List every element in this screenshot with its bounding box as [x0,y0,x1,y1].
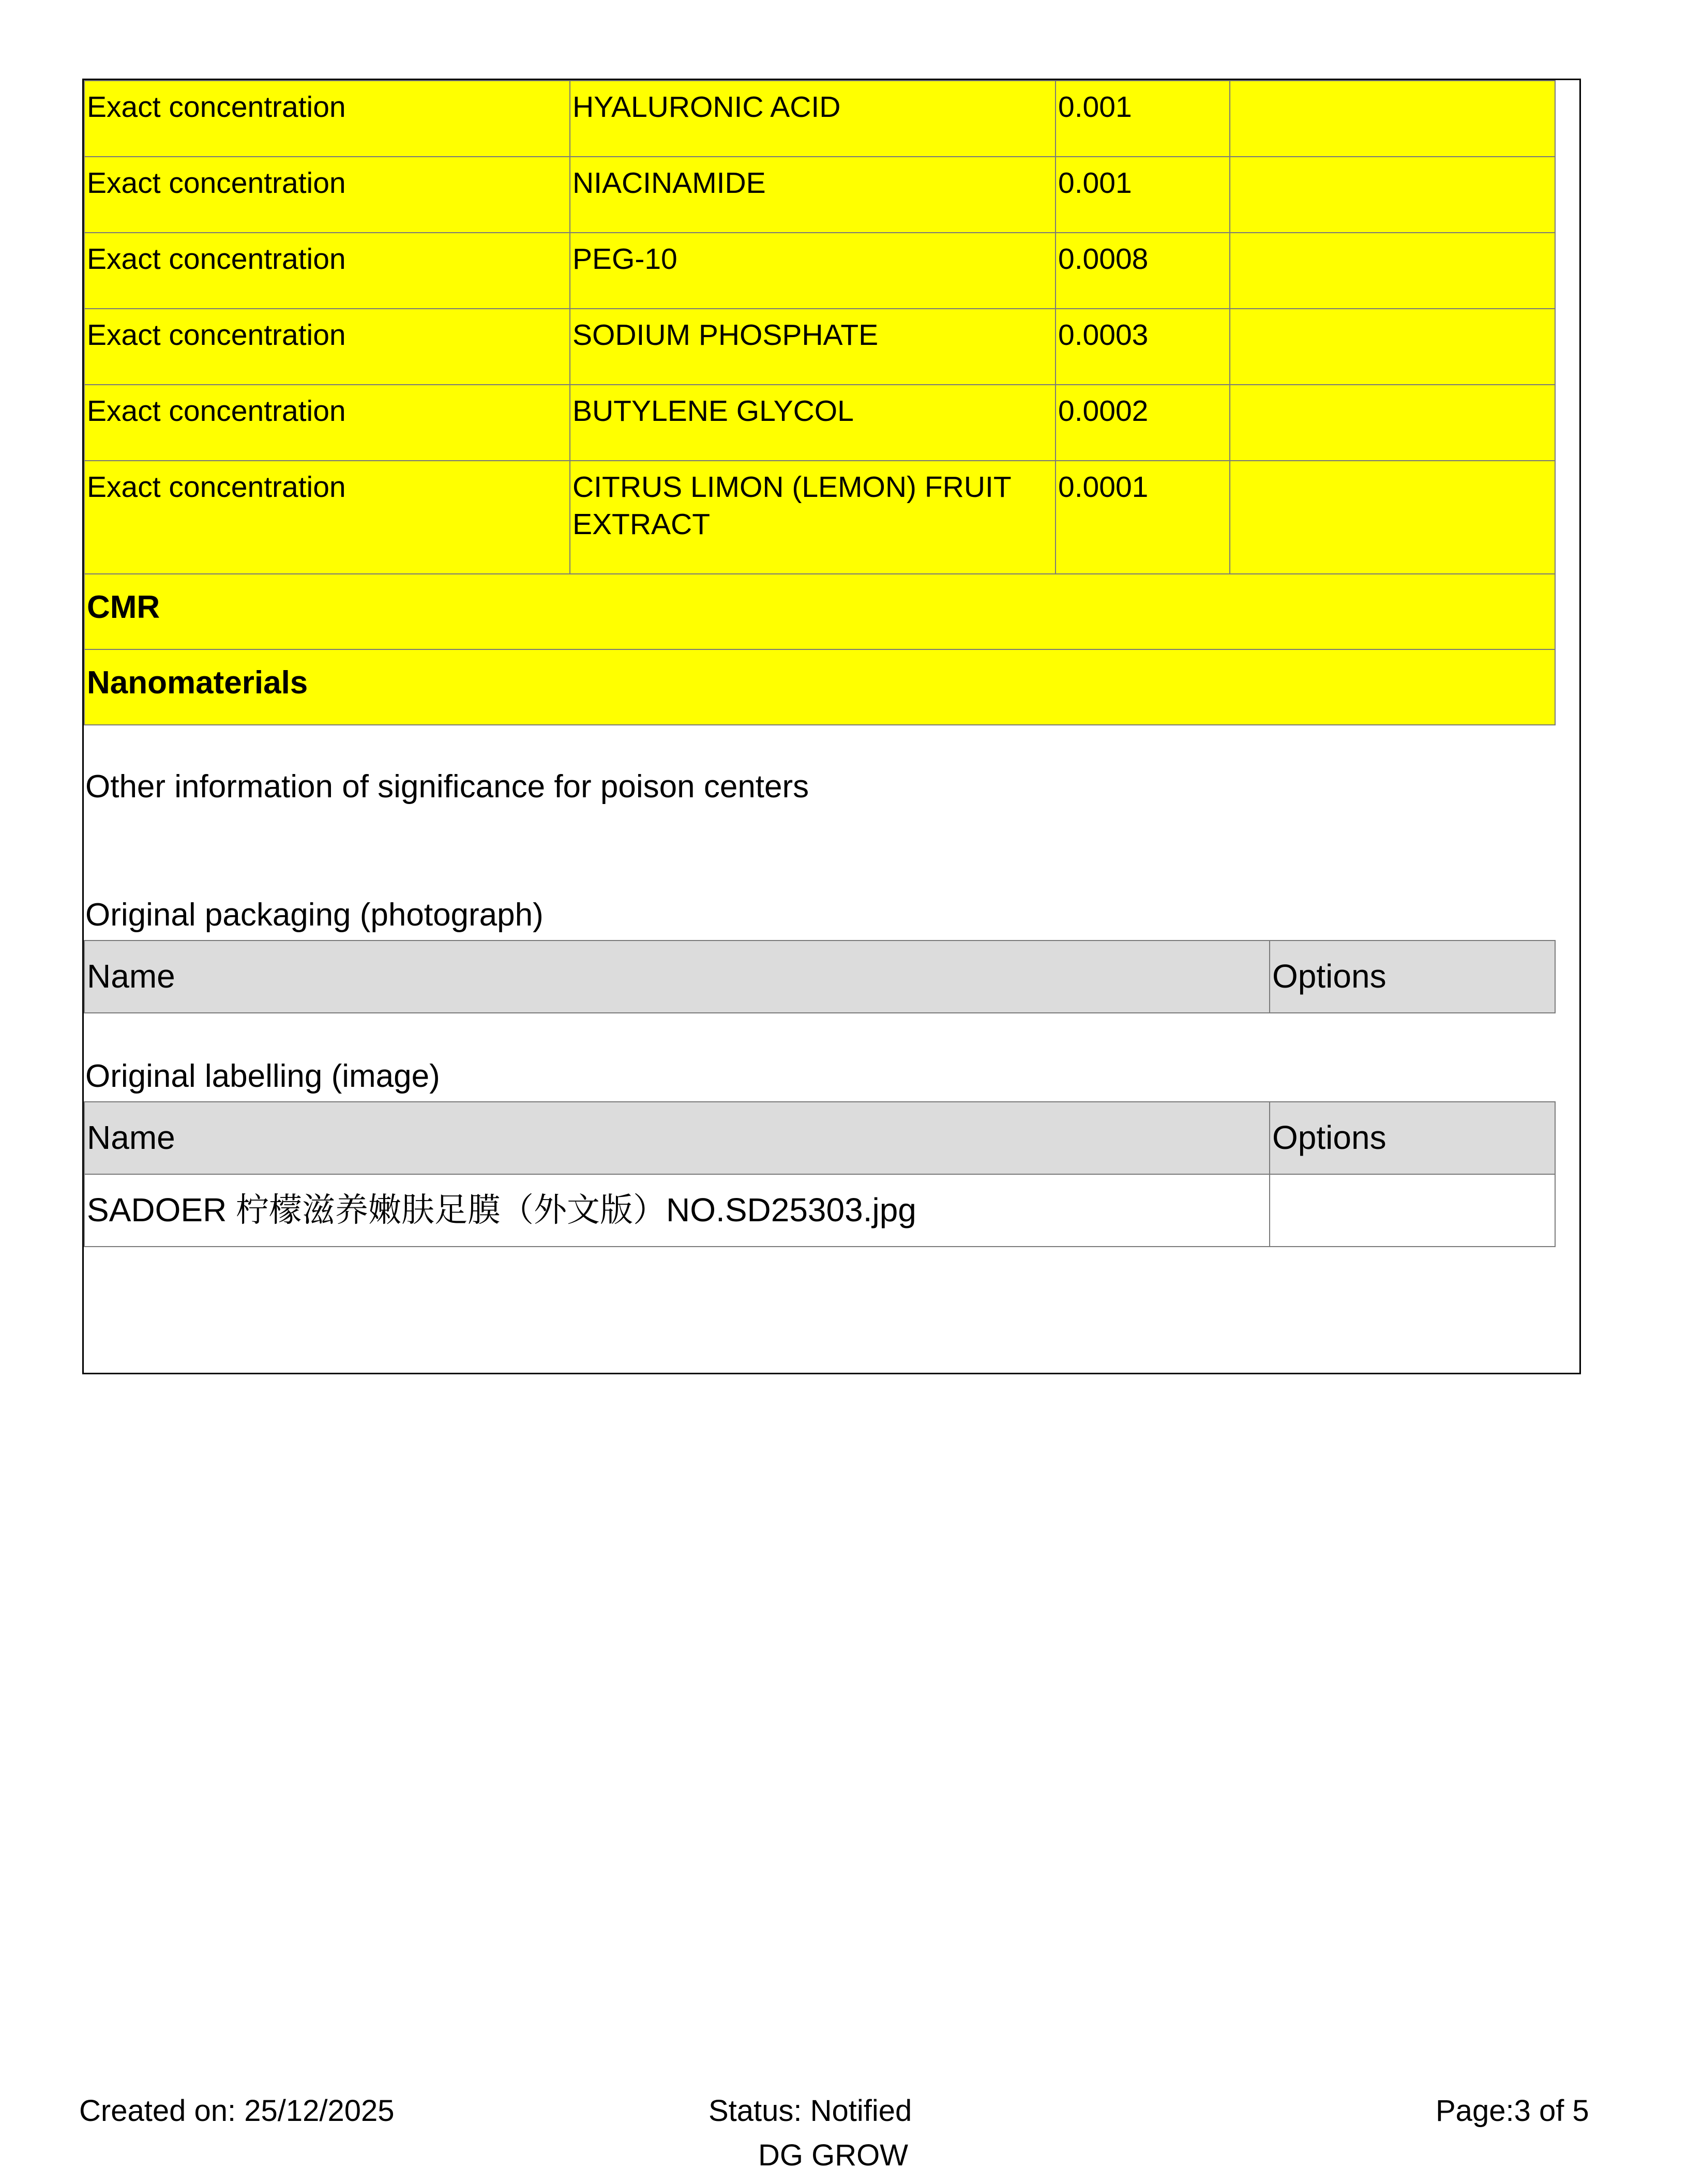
labelling-file-options [1270,1174,1555,1247]
ingredient-row [84,157,1555,233]
ingredients-table [84,80,1556,725]
concentration-value: 0.001 [1056,157,1230,233]
ingredient-name: NIACINAMIDE [570,157,1056,233]
ingredient-row [84,233,1555,309]
ingredient-name: PEG-10 [570,233,1056,309]
labelling-table [84,1101,1556,1247]
ingredient-row [84,461,1555,574]
ingredient-row [84,385,1555,461]
packaging-header-row [84,941,1555,1013]
labelling-file-name[interactable]: SADOER 柠檬滋养嫩肤足膜（外文版）NO.SD25303.jpg [84,1174,1270,1247]
packaging-options-header: Options [1270,941,1555,1013]
table-row [84,1174,1555,1247]
extra-cell [1230,233,1555,309]
ingredient-name: CITRUS LIMON (LEMON) FRUIT EXTRACT [570,461,1056,574]
extra-cell [1230,309,1555,385]
extra-cell [1230,81,1555,157]
concentration-value: 0.001 [1056,81,1230,157]
concentration-type: Exact concentration [84,461,570,574]
labelling-options-header: Options [1270,1102,1555,1174]
nanomaterials-section-row [84,649,1555,725]
cmr-section-row [84,574,1555,649]
labelling-header-row [84,1102,1555,1174]
concentration-value: 0.0003 [1056,309,1230,385]
extra-cell [1230,461,1555,574]
page-number: Page:3 of 5 [1436,2094,1589,2128]
concentration-type: Exact concentration [84,81,570,157]
organization-name: DG GROW [758,2138,908,2172]
poison-centers-label: Other information of significance for poison centers [85,769,809,805]
concentration-type: Exact concentration [84,385,570,461]
ingredient-name: SODIUM PHOSPHATE [570,309,1056,385]
packaging-name-header: Name [84,941,1270,1013]
ingredient-name: BUTYLENE GLYCOL [570,385,1056,461]
extra-cell [1230,157,1555,233]
nanomaterials-heading: Nanomaterials [84,649,1555,725]
ingredient-row [84,309,1555,385]
packaging-table [84,940,1556,1013]
labelling-name-header: Name [84,1102,1270,1174]
concentration-value: 0.0001 [1056,461,1230,574]
labelling-title: Original labelling (image) [85,1058,440,1094]
concentration-type: Exact concentration [84,233,570,309]
status-text: Status: Notified [709,2094,912,2128]
ingredient-row [84,81,1555,157]
concentration-value: 0.0008 [1056,233,1230,309]
concentration-value: 0.0002 [1056,385,1230,461]
cmr-heading: CMR [84,574,1555,649]
concentration-type: Exact concentration [84,309,570,385]
created-date: Created on: 25/12/2025 [79,2094,395,2128]
ingredient-name: HYALURONIC ACID [570,81,1056,157]
packaging-title: Original packaging (photograph) [85,897,544,933]
concentration-type: Exact concentration [84,157,570,233]
extra-cell [1230,385,1555,461]
